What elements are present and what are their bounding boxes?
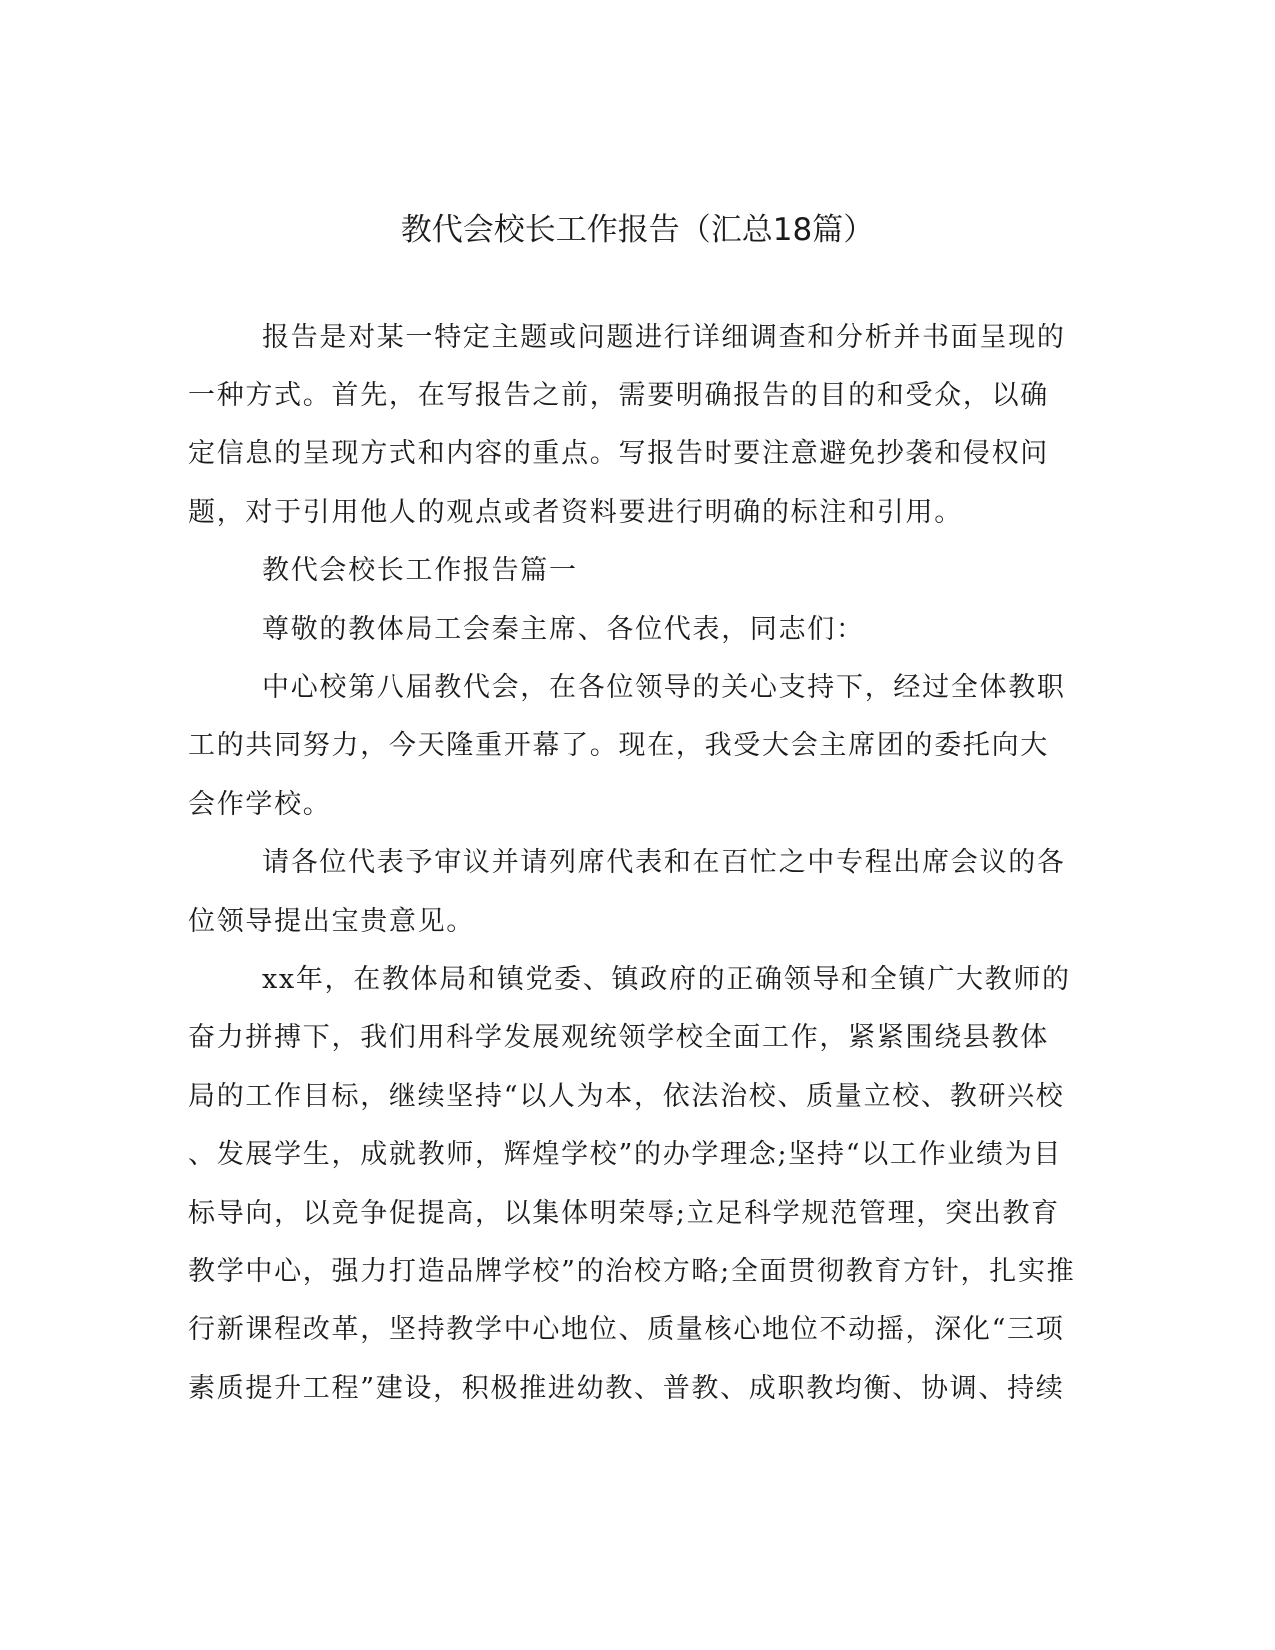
text-line: 定信息的呈现方式和内容的重点。写报告时要注意避免抄袭和侵权问 [188,438,1049,469]
text-line: 中心校第八届教代会，在各位领导的关心支持下，经过全体教职 [262,672,1066,703]
text-line: 行新课程改革，坚持教学中心地位、质量核心地位不动摇，深化“三项 [188,1314,1065,1345]
text-line: 奋力拼搏下，我们用科学发展观统领学校全面工作，紧紧围绕县教体 [188,1022,1049,1053]
text-line: 请各位代表予审议并请列席代表和在百忙之中专程出席会议的各 [262,847,1066,878]
text-line: 报告是对某一特定主题或问题进行详细调查和分析并书面呈现的 [262,322,1066,353]
section-heading: 教代会校长工作报告篇一 [262,555,578,586]
text-line: 一种方式。首先，在写报告之前，需要明确报告的目的和受众，以确 [188,380,1049,411]
text-line: 素质提升工程”建设，积极推进幼教、普教、成职教均衡、协调、持续 [188,1373,1065,1404]
text-line: 会作学校。 [188,789,332,820]
text-line: 位领导提出宝贵意见。 [188,906,475,937]
text-line: 教学中心，强力打造品牌学校”的治校方略;全面贯彻教育方针，扎实推 [188,1256,1076,1287]
text-line: 、发展学生，成就教师，辉煌学校”的办学理念;坚持“以工作业绩为目 [188,1139,1063,1170]
text-line: xx年，在教体局和镇党委、镇政府的正确领导和全镇广大教师的 [262,964,1071,995]
text-line: 题，对于引用他人的观点或者资料要进行明确的标注和引用。 [188,497,963,528]
text-line: 标导向，以竞争促提高，以集体明荣辱;立足科学规范管理，突出教育 [188,1198,1060,1229]
text-line: 工的共同努力，今天隆重开幕了。现在，我受大会主席团的委托向大 [188,730,1049,761]
salutation: 尊敬的教体局工会秦主席、各位代表，同志们： [262,614,865,645]
text-line: 局的工作目标，继续坚持“以人为本，依法治校、质量立校、教研兴校 [188,1081,1065,1112]
document-title: 教代会校长工作报告（汇总18篇） [400,212,875,248]
